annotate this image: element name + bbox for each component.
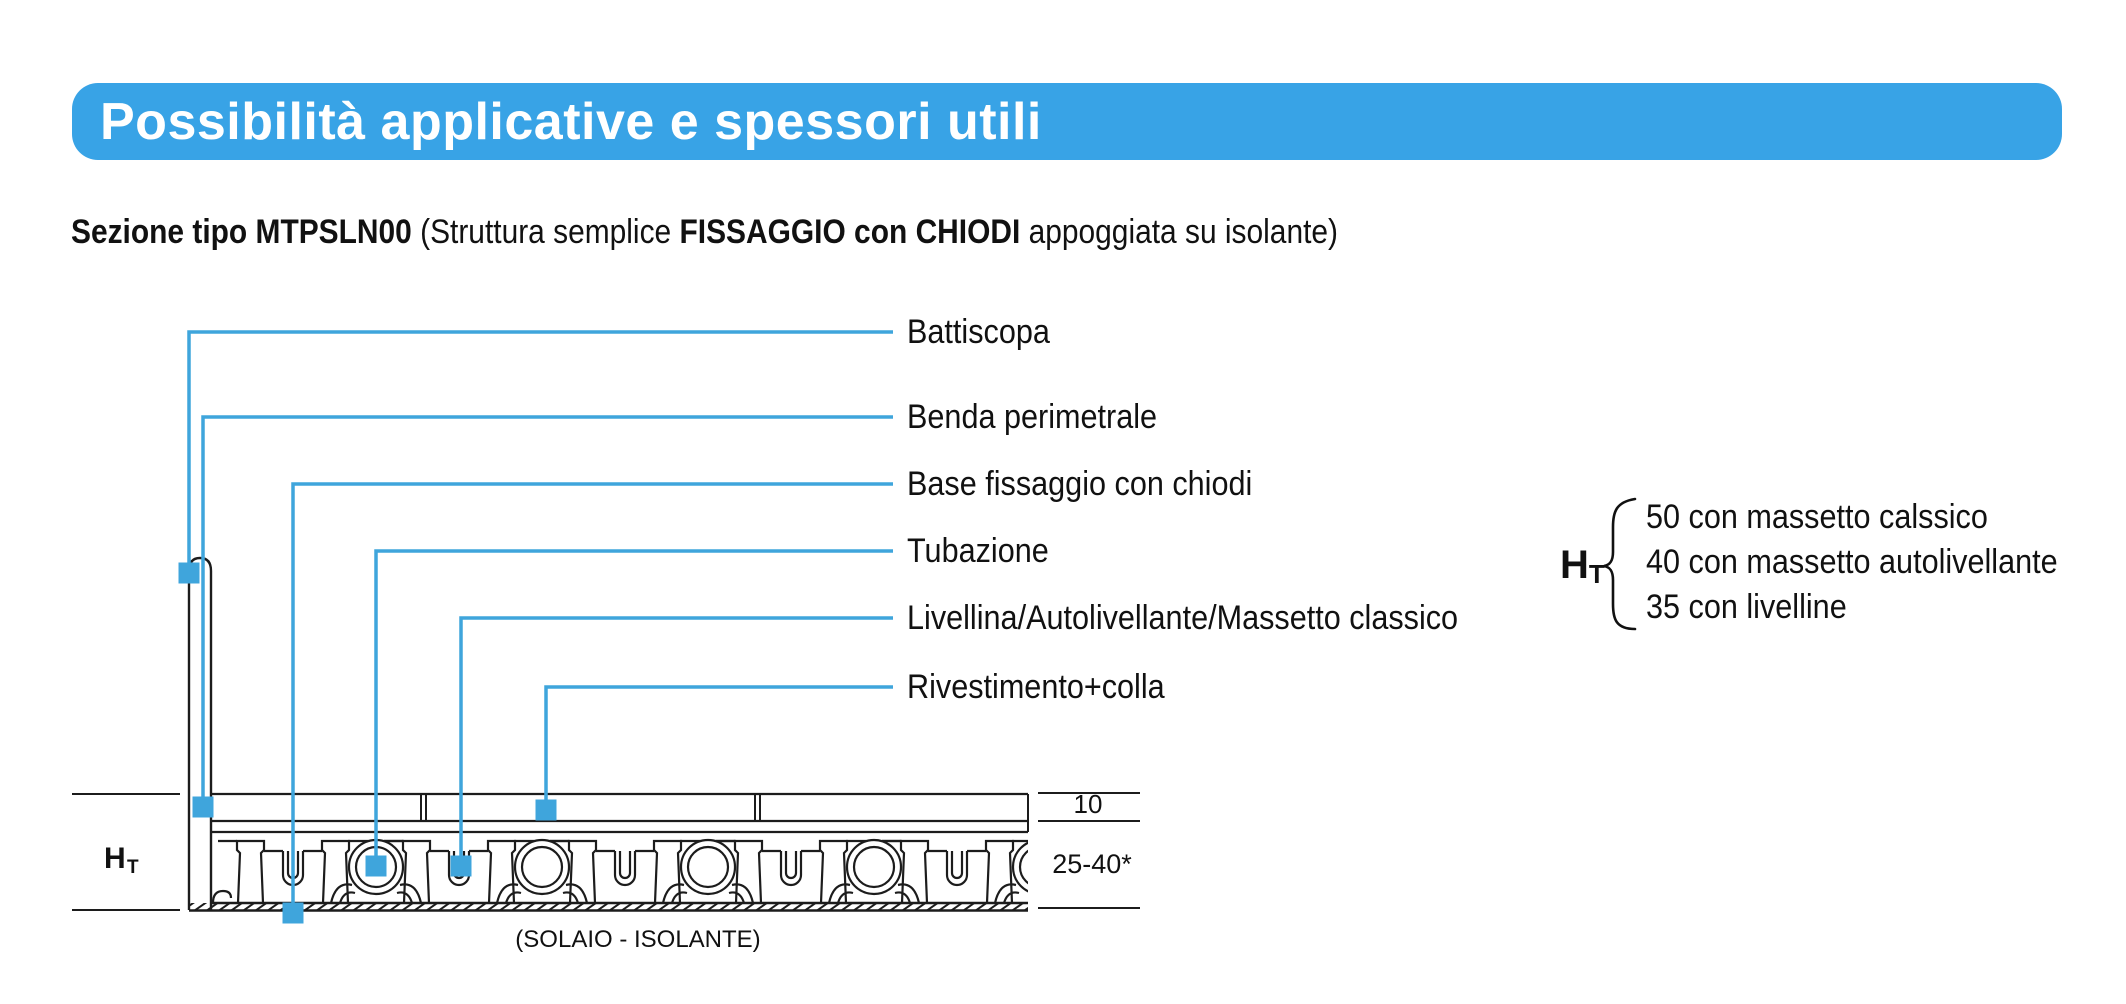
callout-label-tubazione: Tubazione (907, 532, 1049, 570)
panel-edge-curl (213, 891, 231, 903)
callout-label-benda-perimetrale: Benda perimetrale (907, 398, 1158, 436)
dim-panel-range: 25-40* (1052, 849, 1132, 879)
dim-top-layer: 10 (1073, 789, 1103, 819)
drawing-caption: (SOLAIO - ISOLANTE) (515, 926, 761, 953)
thickness-options-list (1646, 495, 2103, 630)
marker-livellina (451, 856, 472, 877)
subtitle-code: Sezione tipo MTPSLN00 (71, 213, 412, 251)
callout-label-livellina: Livellina/Autolivellante/Massetto classico (907, 599, 1459, 637)
leader-benda-perimetrale (203, 417, 893, 800)
marker-base-fissaggio (283, 903, 304, 924)
page-title: Possibilità applicative e spessori utili (100, 92, 1042, 151)
height-symbol-subscript: T (1588, 559, 1605, 589)
thickness-option: 40 con massetto autolivellante (1646, 543, 2058, 581)
height-symbol-right (1560, 545, 1605, 589)
leader-rivestimento (546, 687, 893, 803)
leader-base-fissaggio (293, 484, 893, 906)
height-symbol-left: H (104, 842, 126, 875)
callout-label-rivestimento: Rivestimento+colla (907, 668, 1165, 706)
covering-layer-lines (211, 794, 1028, 832)
height-symbol-main: H (1560, 543, 1589, 587)
subtitle-text-1: (Struttura semplice (411, 213, 680, 251)
marker-tubazione (366, 856, 387, 877)
tile-joints (421, 794, 1028, 832)
marker-rivestimento (536, 800, 557, 821)
wall-battiscopa-outline (189, 558, 211, 910)
callout-label-battiscopa: Battiscopa (907, 313, 1050, 351)
height-symbol-left-sub: T (127, 857, 139, 878)
left-dimension-lines (72, 794, 180, 910)
leader-tubazione (376, 551, 893, 858)
marker-battiscopa (179, 563, 200, 584)
brace-icon (1602, 496, 1638, 632)
panel-profile (213, 840, 1085, 903)
subtitle-fixing-type: FISSAGGIO con CHIODI (679, 213, 1021, 251)
marker-benda-perimetrale (193, 797, 214, 818)
callout-label-base-fissaggio: Base fissaggio con chiodi (907, 465, 1253, 503)
thickness-option: 35 con livelline (1646, 588, 1847, 626)
thickness-option: 50 con massetto calssico (1646, 498, 1988, 536)
subtitle-text-2: appoggiata su isolante) (1020, 213, 1339, 251)
